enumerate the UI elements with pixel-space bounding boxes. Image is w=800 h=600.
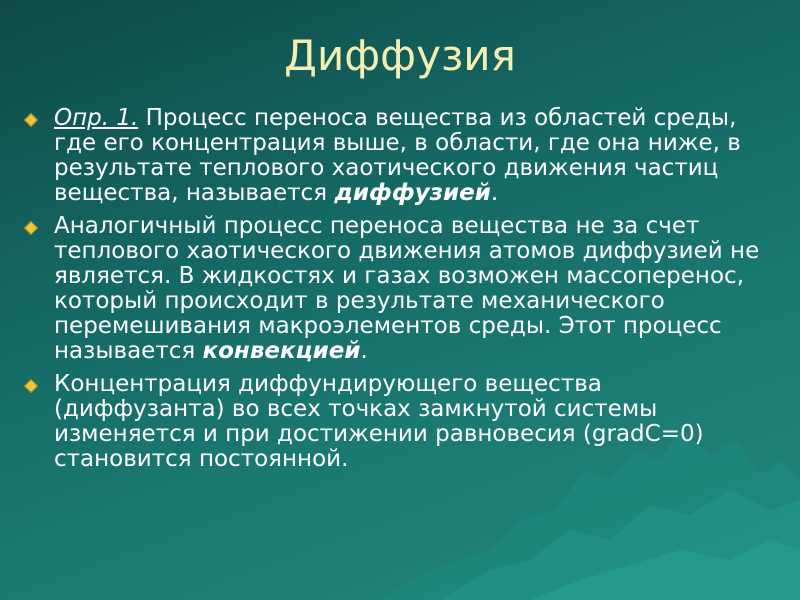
term-diffusion: диффузией <box>334 180 491 206</box>
bullet-text: Аналогичный процесс переноса вещества не за счет теплового хаотического движения атомов диффузией не является. В жидкостях и газах возможен массоперенос, который происходит в результате механического перемешивания макроэлементов среды. Этот процесс называется <box>54 213 760 364</box>
diamond-bullet-icon <box>24 221 38 235</box>
diamond-bullet-icon <box>24 113 38 127</box>
bullet-suffix: . <box>360 338 368 364</box>
bullet-item-1 <box>26 106 774 206</box>
slide-title: Диффузия <box>284 31 516 80</box>
bullet-item-3 <box>26 372 774 472</box>
bullet-suffix: . <box>490 180 499 206</box>
diamond-bullet-icon <box>24 379 38 393</box>
term-convection: конвекцией <box>202 338 361 364</box>
definition-label: Опр. 1. <box>54 105 139 131</box>
bullet-text: Процесс переноса вещества из областей среды, где его концентрация выше, в области, где она ниже, в результате теплового хаотического движения частиц вещества, называется <box>54 105 741 206</box>
slide-content <box>26 106 774 480</box>
bullet-item-2 <box>26 214 774 364</box>
bullet-text: Концентрация диффундирующего вещества (диффузанта) во всех точках замкнутой системы изменяется и при достижении равновесия (gradC=0) становится постоянной. <box>54 371 704 472</box>
